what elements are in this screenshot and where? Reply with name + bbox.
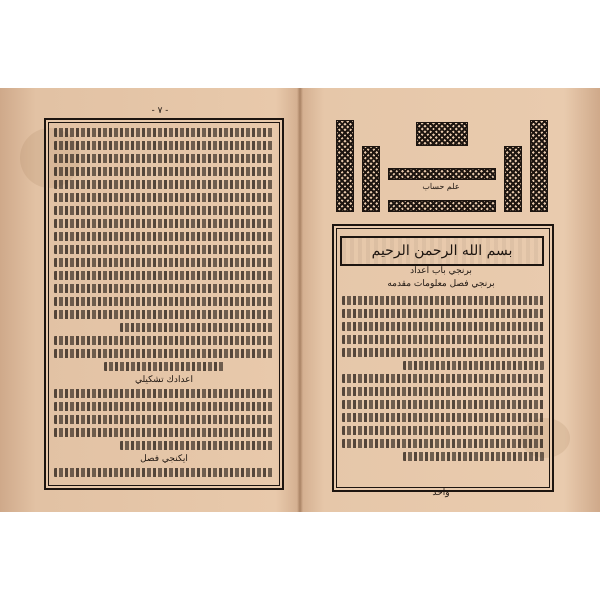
text-line [54,154,274,163]
text-line [342,374,544,383]
text-line [54,468,274,477]
chapter-heading: برنجي باب اعداد [410,266,472,276]
text-line [54,389,274,398]
ornament-pillar [362,146,380,212]
text-line [120,323,274,332]
text-line [54,141,274,150]
ornament-pillar [336,120,354,212]
text-line [54,402,274,411]
text-line [342,400,544,409]
text-line [54,219,274,228]
ornament-crown [416,122,468,146]
ornament-pillar [504,146,522,212]
text-line [54,284,274,293]
text-line [342,439,544,448]
right-page-text [342,296,544,482]
ornament-band [388,168,496,180]
section-heading: ایکنجي فصل [140,454,188,464]
right-page-text-frame [332,224,554,492]
text-line [342,387,544,396]
basmala-cartouche: بسم الله الرحمن الرحيم [340,236,544,266]
text-line [54,245,274,254]
title-ornament [332,118,550,228]
text-line [342,335,544,344]
book-spine [297,88,303,512]
text-line [54,258,274,267]
left-page-text-frame [44,118,284,490]
text-line [54,349,274,358]
text-line [54,128,274,137]
sheet-number: واحد [432,488,450,498]
text-line [54,428,274,437]
ornament-label: علم حساب [422,182,460,191]
text-line [54,415,274,424]
text-line [342,348,544,357]
text-line [342,413,544,422]
text-line [120,441,274,450]
section-heading: اعدادك تشكيلي [134,375,194,385]
ornament-pillar [530,120,548,212]
text-line [342,426,544,435]
left-page-text [54,128,274,480]
text-line [104,362,225,371]
text-line [54,180,274,189]
text-line [54,271,274,280]
text-line [54,232,274,241]
text-line [403,361,544,370]
text-line [403,452,544,461]
section-heading: برنجي فصل معلومات مقدمه [387,279,495,289]
text-line [54,336,274,345]
page-number: - ٧ - [151,106,169,116]
text-line [54,167,274,176]
ornament-band [388,200,496,212]
text-line [54,297,274,306]
text-line [54,206,274,215]
text-line [342,296,544,305]
text-line [54,310,274,319]
text-line [54,193,274,202]
text-line [342,322,544,331]
text-line [342,309,544,318]
